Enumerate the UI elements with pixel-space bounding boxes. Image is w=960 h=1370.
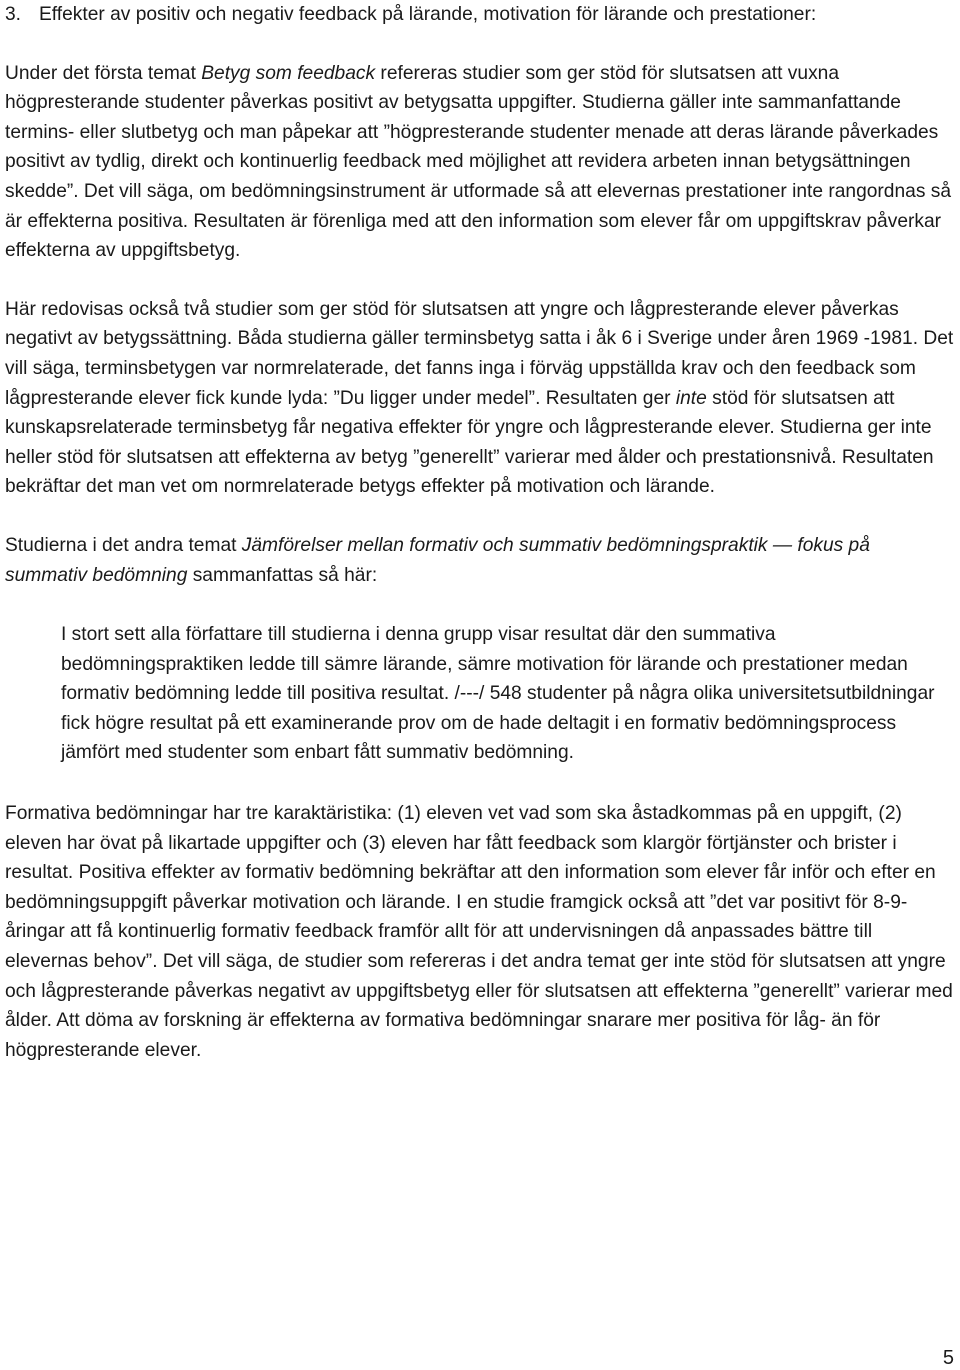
theme-title: Jämförelser mellan formativ och summativ bedömningspraktik — fokus på summativ bedömning bbox=[5, 534, 870, 586]
paragraph-younger-students bbox=[5, 295, 955, 502]
section-heading bbox=[5, 0, 955, 30]
theme-title: Betyg som feedback bbox=[201, 62, 376, 84]
section-title: Effekter av positiv och negativ feedback på lärande, motivation för lärande och prestationer: bbox=[39, 4, 817, 25]
block-quote: I stort sett alla författare till studierna i denna grupp visar resultat där den summativa bedömningspraktiken ledde till sämre lärande, sämre motivation för lärande och prestationer medan formativ bedömning ledde till positiva resultat. /---/ 548 studenter på några olika universitetsutbildningar fick högre resultat på ett examinerande prov om de hade deltagit i en formativ bedömningsprocess jämfört med studenter som enbart fått summativ bedömning. bbox=[61, 624, 935, 764]
section-number: 3. bbox=[5, 4, 22, 25]
paragraph-grades-feedback bbox=[5, 59, 955, 266]
text-run: Studierna i det andra temat bbox=[5, 534, 242, 556]
text-run: Här redovisas också två studier som ger stöd för slutsatsen att yngre och lågpresterande elever påverkas negativt av betygssättning. Båda studierna gäller terminsbetyg satta i åk 6 i Sverige under åren 1969 -1981. Det vill säga, terminsbetygen var normrelaterade, det fanns inga i förväg uppställda krav och den feedback som lågpresterande elever fick kunde lyda: ”Du ligger under medel”. Resultaten ger bbox=[5, 298, 954, 409]
document-page bbox=[5, 0, 955, 1065]
paragraph-second-theme bbox=[5, 531, 955, 590]
text-run: Under det första temat bbox=[5, 62, 202, 84]
text-run: sammanfattas så här: bbox=[187, 564, 378, 586]
page-number: 5 bbox=[942, 1347, 954, 1369]
text-run: refereras studier som ger stöd för slutsatsen att vuxna högpresterande studenter påverkas positivt av betygsatta uppgifter. Studierna gäller inte sammanfattande termins- eller slutbetyg och man påpekar att ”högpresterande studenter menade att deras lärande påverkades positivt av tydlig, direkt och kontinuerlig feedback med möjlighet att revidera arbeten innan betygsättningen skedde”. Det vill säga, om bedömningsinstrument är utformade så att elevernas prestationer inte rangordnas så är effekterna positiva. Resultaten är förenliga med att den information som elever får om uppgiftskrav påverkar effekterna av uppgiftsbetyg. bbox=[5, 62, 952, 262]
paragraph-formative-assessment: Formativa bedömningar har tre karaktäristika: (1) eleven vet vad som ska åstadkommas på en uppgift, (2) eleven har övat på likartade uppgifter och (3) eleven har fått feedback som klargör förtjänster och brister i resultat. Positiva effekter av formativ bedömning bekräftar att den information som elever får inför och efter en bedömningsuppgift påverkar motivation och lärande. I en studie framgick också att ”det var positivt för 8-9-åringar att få kontinuerlig formativ feedback framför allt för att undervisningen då anpassades bättre till elevernas behov”. Det vill säga, de studier som refereras i det andra temat ger inte stöd för slutsatsen att yngre och lågpresterande påverkas negativt av uppgiftsbetyg eller för slutsatsen att effekterna ”generellt” varierar med ålder. Att döma av forskning är effekterna av formativa bedömningar snarare mer positiva för låg- än för högpresterande elever. bbox=[5, 803, 953, 1061]
text-run: stöd för slutsatsen att kunskapsrelaterade terminsbetyg får negativa effekter för yngre och lågpresterande elever. Studierna ger inte heller stöd för slutsatsen att effekterna av betyg ”generellt” varierar med ålder och prestationsnivå. Resultaten bekräftar det man vet om normrelaterade betygs effekter på motivation och lärande. bbox=[5, 387, 934, 498]
emphasis: inte bbox=[675, 387, 707, 409]
